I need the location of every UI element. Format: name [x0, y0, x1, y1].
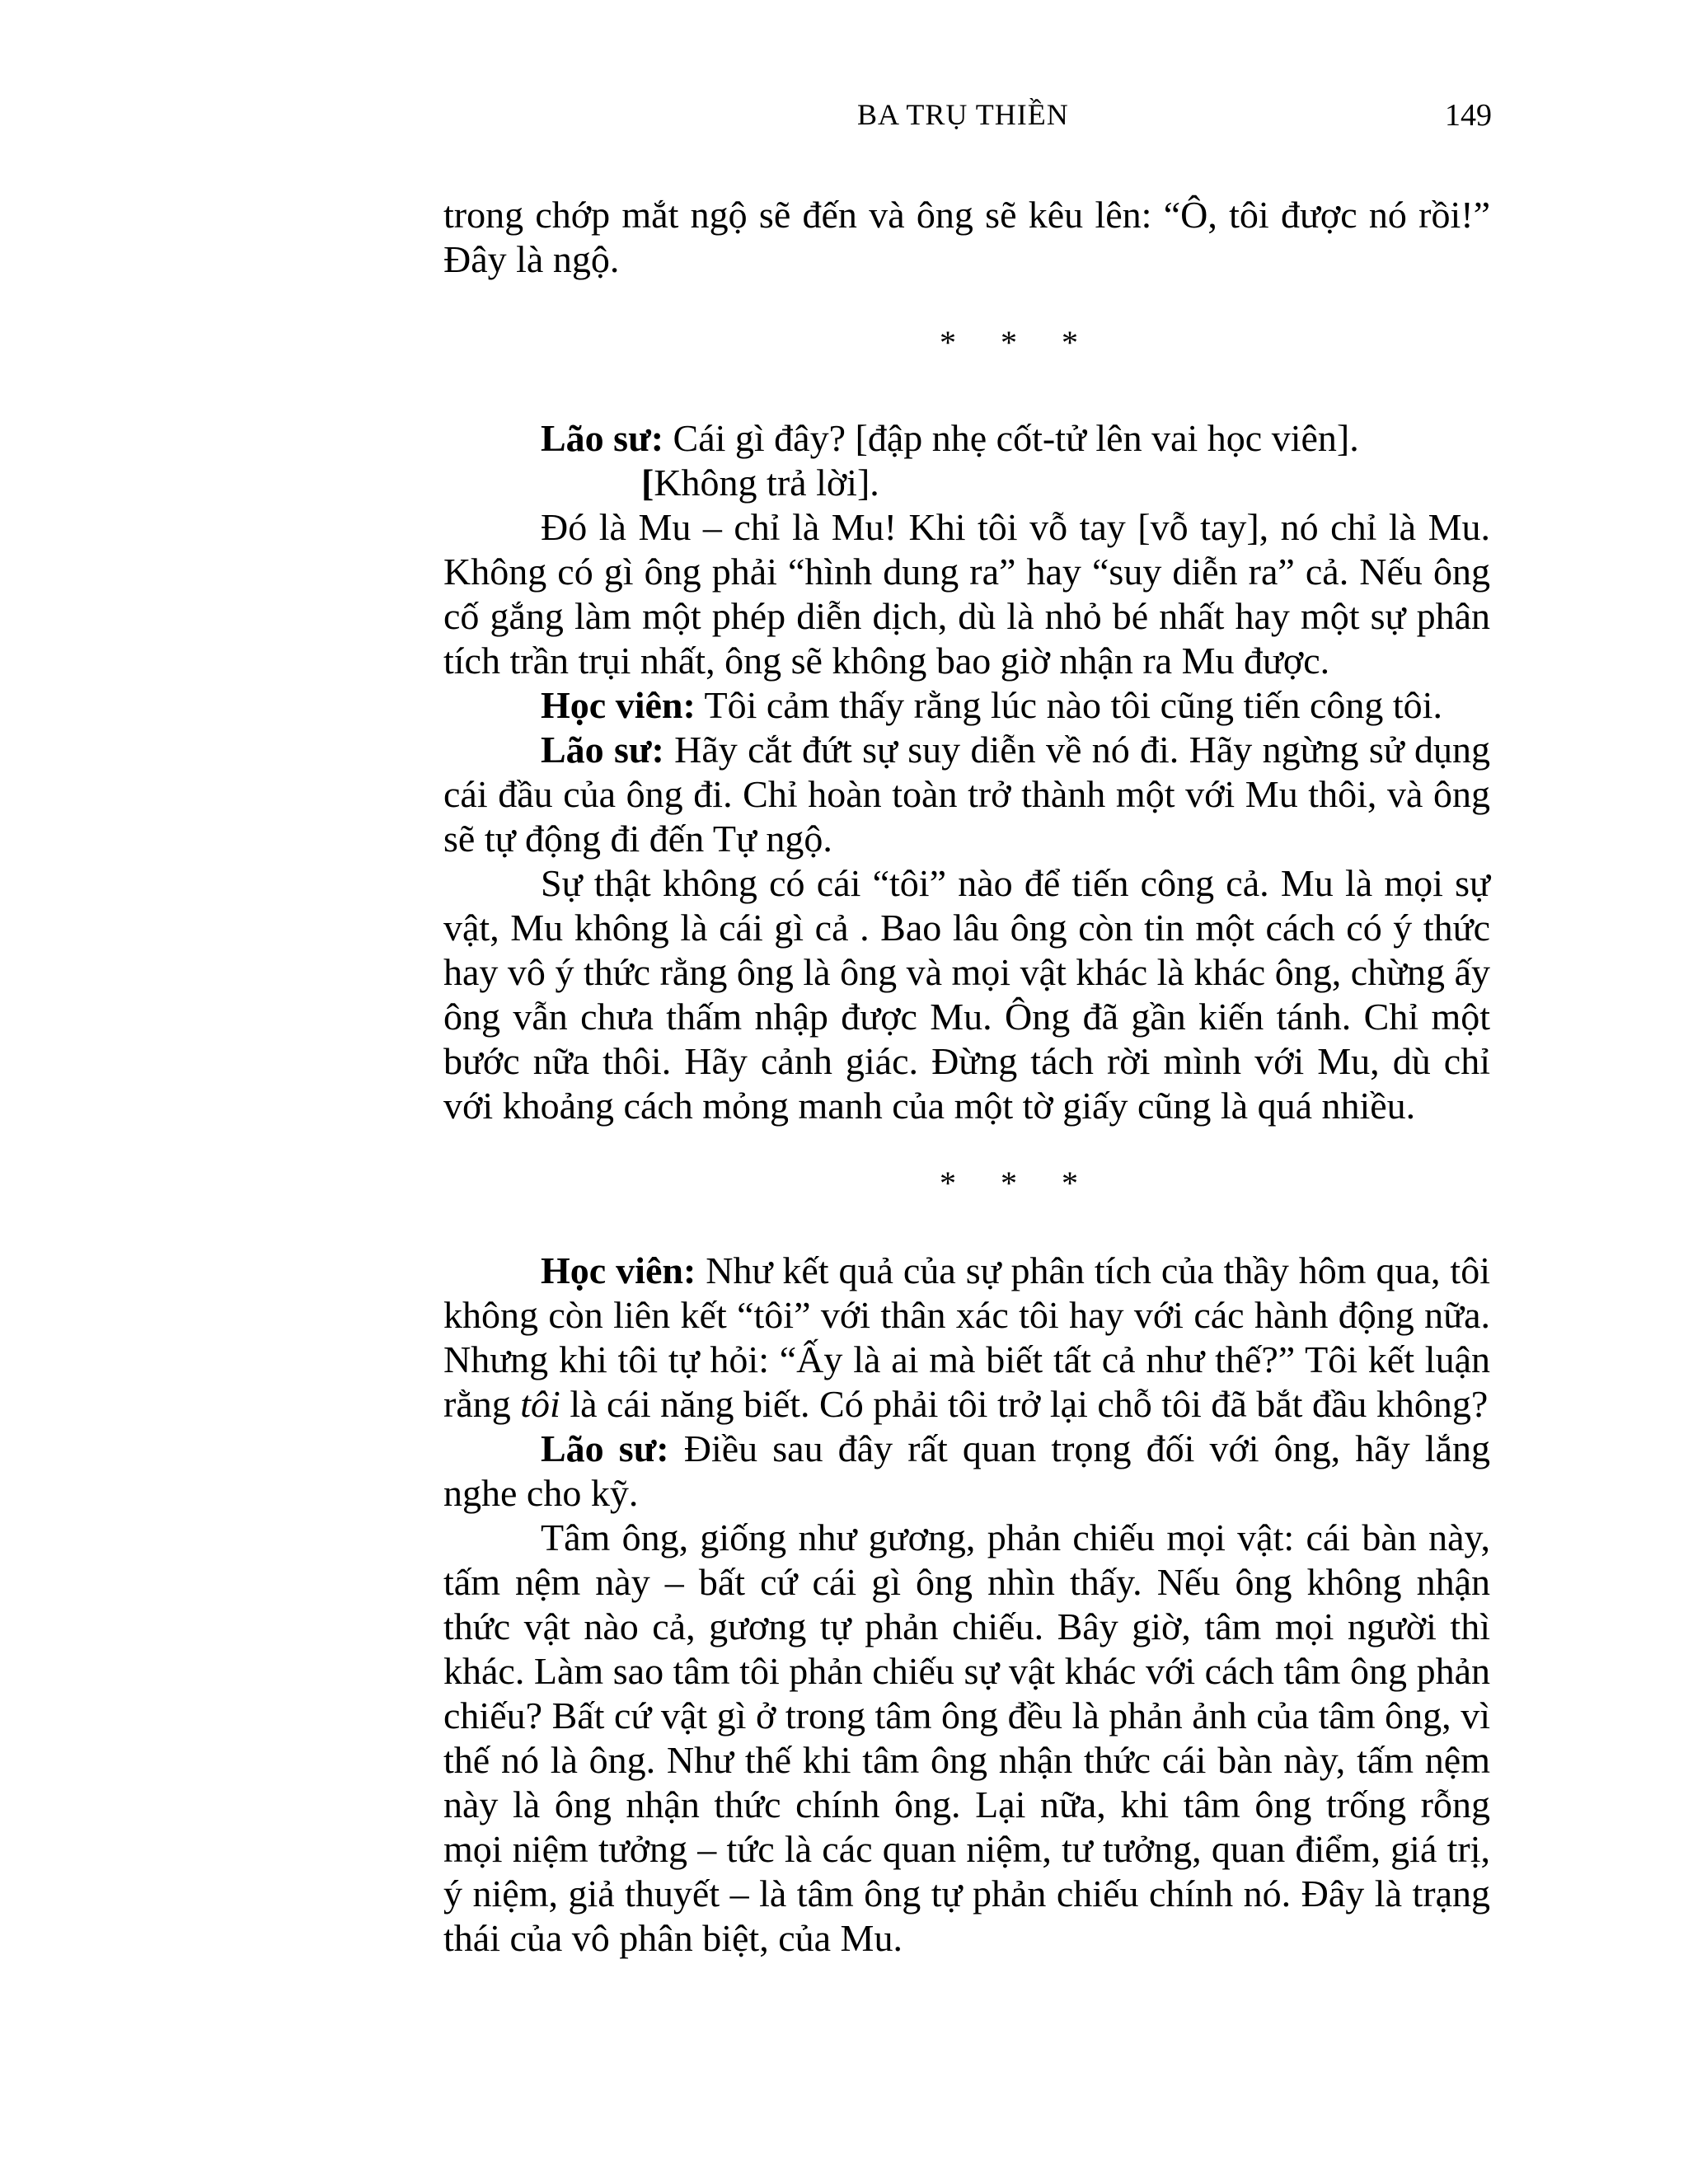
dialogue-text: Như kết quả của sự phân tích của thầy hôm qua, tôi không còn liên kết “tôi” với thân xác tôi hay với các hành động nữa. Nhưng khi tôi tự hỏi: “Ấy là ai mà biết tất cả như thế?” Tôi kết luận rằng	[443, 1249, 1490, 1425]
page-number: 149	[1445, 98, 1492, 133]
paragraph: trong chớp mắt ngộ sẽ đến và ông sẽ kêu lên: “Ô, tôi được nó rồi!” Đây là ngộ.	[443, 194, 1490, 280]
speaker-label: Học viên:	[541, 1249, 696, 1291]
section-separator: * * *	[940, 1165, 1080, 1202]
section-separator: * * *	[940, 324, 1080, 361]
dialogue-text: Điều sau đây rất quan trọng đối với ông, hãy lắng nghe cho kỹ.	[443, 1427, 1490, 1514]
dialogue-text: Tôi cảm thấy rằng lúc nào tôi cũng tiến công tôi.	[695, 684, 1442, 726]
section-3	[443, 1249, 1490, 1961]
dialogue-line	[443, 728, 1490, 861]
dialogue-text: Hãy cắt đứt sự suy diễn về nó đi. Hãy ngừng sử dụng cái đầu của ông đi. Chỉ hoàn toàn trở thành một với Mu thôi, và ông sẽ tự động đi đến Tự ngộ.	[443, 729, 1490, 860]
dialogue-text: là cái năng biết. Có phải tôi trở lại chỗ tôi đã bắt đầu không?	[560, 1383, 1489, 1425]
speaker-label: Học viên:	[541, 684, 696, 726]
speaker-label: Lão sư:	[541, 729, 664, 771]
dialogue-line	[443, 1427, 1490, 1516]
emphasis-word: tôi	[520, 1383, 560, 1425]
dialogue-text: Không trả lời].	[654, 462, 879, 504]
paragraph: Tâm ông, giống như gương, phản chiếu mọi vật: cái bàn này, tấm nệm này – bất cứ cái gì ông nhìn thấy. Nếu ông không nhận thức vật nào cả, gương tự phản chiếu. Bây giờ, tâm mọi người thì khác. Làm sao tâm tôi phản chiếu sự vật khác với cách tâm ông phản chiếu? Bất cứ vật gì ở trong tâm ông đều là phản ảnh của tâm ông, vì thế nó là ông. Như thế khi tâm ông nhận thức cái bàn này, tấm nệm này là ông nhận thức chính ông. Lại nữa, khi tâm ông trống rỗng mọi niệm tưởng – tức là các quan niệm, tư tưởng, quan điểm, giá trị, ý niệm, giả thuyết – là tâm ông tự phản chiếu chính nó. Đây là trạng thái của vô phân biệt, của Mu.	[443, 1516, 1490, 1959]
dialogue-line	[443, 1249, 1490, 1427]
dialogue-line	[443, 416, 1490, 461]
section-1	[443, 193, 1490, 282]
speaker-label: Lão sư:	[541, 1427, 669, 1469]
speaker-label: Lão sư:	[541, 417, 664, 459]
section-2	[443, 416, 1490, 1128]
paragraph: Sự thật không có cái “tôi” nào để tiến công cả. Mu là mọi sự vật, Mu không là cái gì cả . Bao lâu ông còn tin một cách có ý thức hay vô ý thức rằng ông là ông và mọi vật khác là khác ông, chừng ấy ông vẫn chưa thấm nhập được Mu. Ông đã gần kiến tánh. Chỉ một bước nữa thôi. Hãy cảnh giác. Đừng tách rời mình với Mu, dù chỉ với khoảng cách mỏng manh của một tờ giấy cũng là quá nhiều.	[443, 862, 1490, 1127]
dialogue-text: Cái gì đây? [đập nhẹ cốt-tử lên vai học viên].	[663, 417, 1359, 459]
dialogue-line	[443, 461, 1490, 505]
dialogue-line	[443, 683, 1490, 728]
paragraph: Đó là Mu – chỉ là Mu! Khi tôi vỗ tay [vỗ tay], nó chỉ là Mu. Không có gì ông phải “hình dung ra” hay “suy diễn ra” cả. Nếu ông cố gắng làm một phép diễn dịch, dù là nhỏ bé nhất hay một sự phân tích trần trụi nhất, ông sẽ không bao giờ nhận ra Mu được.	[443, 506, 1490, 682]
running-head: BA TRỤ THIỀN	[857, 98, 1069, 131]
bracket-mark: [	[641, 462, 654, 504]
